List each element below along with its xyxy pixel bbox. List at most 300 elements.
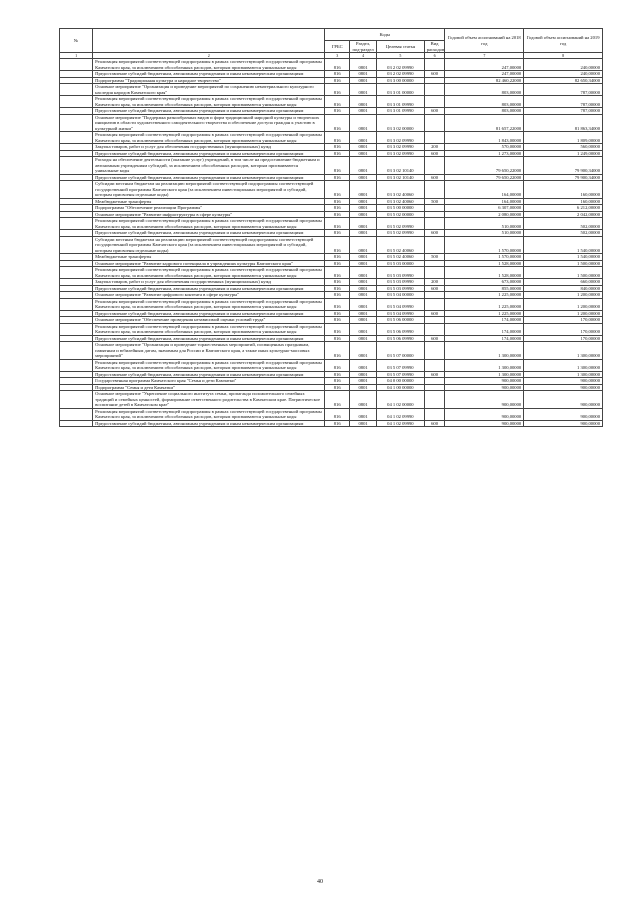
- amount-2019: 1 500,00000: [524, 260, 603, 267]
- table-row: [60, 132, 603, 144]
- num-cell: [60, 267, 93, 279]
- amount-2018: 6 307,00000: [445, 205, 524, 212]
- row-name: Предоставление субсидий бюджетным, автономным учреждениям и иным некоммерческим организациям: [93, 108, 325, 115]
- section-cell: 0801: [350, 335, 377, 342]
- grbs-cell: 816: [325, 108, 350, 115]
- row-name: Закупка товаров, работ и услуг для обеспечения государственных (муниципальных) нужд: [93, 144, 325, 151]
- amount-2018: 1 300,00000: [445, 371, 524, 378]
- row-name: Расходы на обеспечение деятельности (оказание услуг) учреждений, в том числе на предоставление бюджетным и автономным учреждениям субсидий, за исключением обособленных расходов, которым присваиваются уникальные коды: [93, 157, 325, 175]
- amount-2018: 79 650,22000: [445, 174, 524, 181]
- expense-cell: [424, 157, 445, 175]
- section-cell: 0801: [350, 260, 377, 267]
- expense-cell: [424, 84, 445, 96]
- section-cell: 0801: [350, 420, 377, 427]
- expense-cell: [424, 267, 445, 279]
- num-cell: [60, 132, 93, 144]
- table-row: [60, 342, 603, 360]
- table-row: [60, 359, 603, 371]
- target-cell: 03 5 06 00000: [377, 317, 425, 324]
- index-cell: 3: [325, 53, 350, 59]
- amount-2019: 170,00000: [524, 317, 603, 324]
- amount-2018: 1 570,00000: [445, 254, 524, 261]
- section-cell: 0801: [350, 317, 377, 324]
- target-cell: 03 3 01 09990: [377, 96, 425, 108]
- row-name: Предоставление субсидий бюджетным, автономным учреждениям и иным некоммерческим организациям: [93, 174, 325, 181]
- row-name: Реализация мероприятий соответствующей подпрограммы в рамках соответствующей государственной программы Камчатского края, за исключением обособленных расходов, которым присваиваются уникальные коды: [93, 59, 325, 71]
- grbs-cell: 816: [325, 157, 350, 175]
- expense-cell: 600: [424, 310, 445, 317]
- grbs-cell: 816: [325, 378, 350, 385]
- amount-2019: 787,00000: [524, 96, 603, 108]
- header-2019: Годовой объем ассигнований на 2019 год: [524, 29, 603, 53]
- grbs-cell: 816: [325, 84, 350, 96]
- amount-2018: 803,00000: [445, 84, 524, 96]
- expense-cell: [424, 132, 445, 144]
- table-row: [60, 267, 603, 279]
- section-cell: 0801: [350, 310, 377, 317]
- amount-2018: 803,00000: [445, 108, 524, 115]
- grbs-cell: 816: [325, 254, 350, 261]
- grbs-cell: 816: [325, 230, 350, 237]
- header-2018: Годовой объем ассигнований на 2018 год: [445, 29, 524, 53]
- target-cell: 03 5 02 40060: [377, 236, 425, 254]
- section-cell: 0801: [350, 285, 377, 292]
- num-cell: [60, 96, 93, 108]
- amount-2019: 79 900,34000: [524, 174, 603, 181]
- amount-2018: 164,00000: [445, 198, 524, 205]
- table-row: [60, 323, 603, 335]
- index-cell: 4: [350, 53, 377, 59]
- section-cell: 0801: [350, 157, 377, 175]
- target-cell: 03 5 03 09990: [377, 267, 425, 279]
- grbs-cell: 816: [325, 236, 350, 254]
- amount-2018: 247,00000: [445, 71, 524, 78]
- table-row: [60, 157, 603, 175]
- num-cell: [60, 114, 93, 132]
- target-cell: 03 3 02 10140: [377, 157, 425, 175]
- target-cell: 03 5 04 09990: [377, 298, 425, 310]
- section-cell: 0801: [350, 205, 377, 212]
- grbs-cell: 816: [325, 292, 350, 299]
- section-cell: 0801: [350, 174, 377, 181]
- amount-2019: 900,00000: [524, 408, 603, 420]
- num-cell: [60, 236, 93, 254]
- section-cell: 0801: [350, 84, 377, 96]
- target-cell: 03 3 02 00000: [377, 114, 425, 132]
- num-cell: [60, 359, 93, 371]
- row-name: Предоставление субсидий бюджетным, автономным учреждениям и иным некоммерческим организациям: [93, 71, 325, 78]
- grbs-cell: 816: [325, 59, 350, 71]
- row-name: Реализация мероприятий соответствующей подпрограммы в рамках соответствующей государственной программы Камчатского края, за исключением обособленных расходов, которым присваиваются уникальные коды: [93, 96, 325, 108]
- section-cell: 0801: [350, 59, 377, 71]
- section-cell: 0801: [350, 254, 377, 261]
- num-cell: [60, 323, 93, 335]
- amount-2018: 803,00000: [445, 96, 524, 108]
- page-number: 40: [317, 879, 323, 885]
- table-row: [60, 84, 603, 96]
- section-cell: 0801: [350, 114, 377, 132]
- amount-2018: 510,00000: [445, 218, 524, 230]
- table-row: [60, 420, 603, 427]
- row-name: Предоставление субсидий бюджетным, автономным учреждениям и иным некоммерческим организациям: [93, 230, 325, 237]
- expense-cell: 600: [424, 371, 445, 378]
- expense-cell: [424, 342, 445, 360]
- section-cell: 0801: [350, 378, 377, 385]
- target-cell: 03 3 02 09990: [377, 144, 425, 151]
- target-cell: 03 5 06 09990: [377, 323, 425, 335]
- amount-2019: 560,00000: [524, 144, 603, 151]
- row-name: Предоставление субсидий бюджетным, автономным учреждениям и иным некоммерческим организациям: [93, 420, 325, 427]
- row-name: Основное мероприятие "Организация и проведение мероприятий по сохранению нематериального культурного наследия народов Камчатского края": [93, 84, 325, 96]
- header-name: [93, 29, 325, 53]
- target-cell: 03 3 01 09990: [377, 108, 425, 115]
- target-cell: 04 1 02 09990: [377, 408, 425, 420]
- table-row: [60, 218, 603, 230]
- grbs-cell: 816: [325, 323, 350, 335]
- row-name: Основное мероприятие "Развитие кадрового потенциала в учреждениях культуры Камчатского края": [93, 260, 325, 267]
- grbs-cell: 816: [325, 267, 350, 279]
- grbs-cell: 816: [325, 317, 350, 324]
- row-name: Подпрограмма "Обеспечение реализации Программы": [93, 205, 325, 212]
- section-cell: 0801: [350, 279, 377, 286]
- row-name: Предоставление субсидий бюджетным, автономным учреждениям и иным некоммерческим организациям: [93, 285, 325, 292]
- expense-cell: 500: [424, 254, 445, 261]
- grbs-cell: 816: [325, 181, 350, 199]
- row-name: Реализация мероприятий соответствующей подпрограммы в рамках соответствующей государственной программы Камчатского края, за исключением обособленных расходов, которым присваиваются уникальные коды: [93, 132, 325, 144]
- grbs-cell: 816: [325, 260, 350, 267]
- amount-2018: 510,00000: [445, 230, 524, 237]
- table-row: [60, 96, 603, 108]
- row-name: Реализация мероприятий соответствующей подпрограммы в рамках соответствующей государственной программы Камчатского края, за исключением обособленных расходов, которым присваиваются уникальные коды: [93, 218, 325, 230]
- amount-2018: 1 225,00000: [445, 298, 524, 310]
- target-cell: 03 5 04 09990: [377, 310, 425, 317]
- section-cell: 0801: [350, 359, 377, 371]
- target-cell: 03 3 02 09990: [377, 132, 425, 144]
- amount-2018: 1 300,00000: [445, 359, 524, 371]
- amount-2019: 1 200,00000: [524, 298, 603, 310]
- target-cell: 03 5 07 09990: [377, 371, 425, 378]
- section-cell: 0801: [350, 150, 377, 157]
- grbs-cell: 816: [325, 371, 350, 378]
- amount-2019: 240,00000: [524, 71, 603, 78]
- grbs-cell: 816: [325, 408, 350, 420]
- grbs-cell: 816: [325, 174, 350, 181]
- amount-2019: 170,00000: [524, 323, 603, 335]
- row-name: Реализация мероприятий соответствующей подпрограммы в рамках соответствующей государственной программы Камчатского края, за исключением обособленных расходов, которым присваиваются уникальные коды: [93, 298, 325, 310]
- target-cell: 03 5 02 40060: [377, 254, 425, 261]
- expense-cell: 600: [424, 108, 445, 115]
- target-cell: 04 1 02 00000: [377, 391, 425, 409]
- section-cell: 0801: [350, 96, 377, 108]
- section-cell: 0801: [350, 211, 377, 218]
- section-cell: 0801: [350, 236, 377, 254]
- amount-2019: 1 200,00000: [524, 310, 603, 317]
- expense-cell: 200: [424, 279, 445, 286]
- grbs-cell: 816: [325, 279, 350, 286]
- amount-2019: 900,00000: [524, 391, 603, 409]
- grbs-cell: 816: [325, 310, 350, 317]
- index-cell: 5: [377, 53, 425, 59]
- target-cell: 03 5 04 00000: [377, 292, 425, 299]
- target-cell: 04 0 00 00000: [377, 378, 425, 385]
- row-name: Закупка товаров, работ и услуг для обеспечения государственных (муниципальных) нужд: [93, 279, 325, 286]
- target-cell: 03 3 02 09990: [377, 150, 425, 157]
- target-cell: 03 5 07 09990: [377, 359, 425, 371]
- amount-2019: 840,00000: [524, 285, 603, 292]
- header-grbs: ГРБС: [325, 41, 350, 53]
- expense-cell: [424, 298, 445, 310]
- section-cell: 0801: [350, 267, 377, 279]
- amount-2019: 79 900,34000: [524, 157, 603, 175]
- table-row: [60, 236, 603, 254]
- num-cell: [60, 342, 93, 360]
- section-cell: 0801: [350, 198, 377, 205]
- header-section: Раздел, под-раздел: [350, 41, 377, 53]
- grbs-cell: 816: [325, 384, 350, 391]
- grbs-cell: 816: [325, 71, 350, 78]
- row-name: Государственная программа Камчатского края "Семья и дети Камчатки": [93, 378, 325, 385]
- expense-cell: [424, 359, 445, 371]
- grbs-cell: 816: [325, 205, 350, 212]
- row-name: Основное мероприятие "Поддержка разнообразных видов и форм традиционной народной культуры и творческих инициатив в области художественного самодеятельного творчества и обеспечение доступа граждан к участию в культурной жизни": [93, 114, 325, 132]
- amount-2019: 502,00000: [524, 218, 603, 230]
- amount-2018: 900,00000: [445, 391, 524, 409]
- amount-2019: 1 300,00000: [524, 342, 603, 360]
- row-name: Предоставление субсидий бюджетным, автономным учреждениям и иным некоммерческим организациям: [93, 335, 325, 342]
- grbs-cell: 816: [325, 285, 350, 292]
- amount-2019: 900,00000: [524, 378, 603, 385]
- grbs-cell: 816: [325, 211, 350, 218]
- table-row: [60, 408, 603, 420]
- expense-cell: 500: [424, 198, 445, 205]
- index-cell: 1: [60, 53, 93, 59]
- expense-cell: 200: [424, 144, 445, 151]
- header-codes: Коды: [325, 29, 445, 41]
- section-cell: 0801: [350, 77, 377, 84]
- header-expense: Вид расходов: [424, 41, 445, 53]
- grbs-cell: 816: [325, 198, 350, 205]
- num-cell: [60, 408, 93, 420]
- amount-2019: 1 809,00000: [524, 132, 603, 144]
- num-cell: [60, 391, 93, 409]
- row-name: Предоставление субсидий бюджетным, автономным учреждениям и иным некоммерческим организациям: [93, 310, 325, 317]
- grbs-cell: 816: [325, 132, 350, 144]
- amount-2019: 82 650,34000: [524, 77, 603, 84]
- expense-cell: [424, 59, 445, 71]
- section-cell: 0801: [350, 144, 377, 151]
- section-cell: 0801: [350, 181, 377, 199]
- table-row: [60, 298, 603, 310]
- expense-cell: [424, 236, 445, 254]
- num-cell: [60, 157, 93, 175]
- section-cell: 0801: [350, 108, 377, 115]
- target-cell: 03 2 02 09990: [377, 71, 425, 78]
- amount-2019: 81 863,34000: [524, 114, 603, 132]
- index-cell: 8: [524, 53, 603, 59]
- amount-2018: 1 528,00000: [445, 267, 524, 279]
- expense-cell: [424, 218, 445, 230]
- amount-2018: 900,00000: [445, 408, 524, 420]
- row-name: Подпрограмма "Традиционная культура и народное творчество": [93, 77, 325, 84]
- grbs-cell: 816: [325, 391, 350, 409]
- grbs-cell: 816: [325, 96, 350, 108]
- amount-2019: 170,00000: [524, 335, 603, 342]
- target-cell: 03 2 02 09990: [377, 59, 425, 71]
- section-cell: 0801: [350, 292, 377, 299]
- amount-2018: 1 225,00000: [445, 292, 524, 299]
- expense-cell: [424, 323, 445, 335]
- grbs-cell: 816: [325, 359, 350, 371]
- num-cell: [60, 84, 93, 96]
- expense-cell: 600: [424, 285, 445, 292]
- row-name: Субсидии местным бюджетам на реализацию мероприятий соответствующей подпрограммы соответствующей государственной программы Камчатского края (за исключением инвестиционных мероприятий и субсидий, которым присвоены отдельные коды): [93, 181, 325, 199]
- amount-2018: 1 570,00000: [445, 236, 524, 254]
- target-cell: 03 3 02 40060: [377, 181, 425, 199]
- amount-2018: 1 300,00000: [445, 342, 524, 360]
- amount-2018: 82 460,22000: [445, 77, 524, 84]
- amount-2018: 1 528,00000: [445, 260, 524, 267]
- index-cell: 6: [424, 53, 445, 59]
- target-cell: 03 5 03 09990: [377, 279, 425, 286]
- grbs-cell: 816: [325, 218, 350, 230]
- expense-cell: 600: [424, 174, 445, 181]
- row-name: Реализация мероприятий соответствующей подпрограммы в рамках соответствующей государственной программы Камчатского края, за исключением обособленных расходов, которым присваиваются уникальные коды: [93, 408, 325, 420]
- table-row: [60, 181, 603, 199]
- row-name: Предоставление субсидий бюджетным, автономным учреждениям и иным некоммерческим организациям: [93, 150, 325, 157]
- amount-2019: 900,00000: [524, 384, 603, 391]
- expense-cell: 600: [424, 150, 445, 157]
- section-cell: 0801: [350, 408, 377, 420]
- section-cell: 0801: [350, 391, 377, 409]
- section-cell: 0801: [350, 298, 377, 310]
- target-cell: 03 5 02 00000: [377, 211, 425, 218]
- num-cell: [60, 298, 93, 310]
- amount-2018: 174,00000: [445, 317, 524, 324]
- section-cell: 0801: [350, 71, 377, 78]
- row-name: Межбюджетные трансферты: [93, 198, 325, 205]
- target-cell: 04 1 00 00000: [377, 384, 425, 391]
- amount-2019: 900,00000: [524, 420, 603, 427]
- row-name: Подпрограмма "Семья и дети Камчатки": [93, 384, 325, 391]
- section-cell: 0801: [350, 323, 377, 335]
- target-cell: 03 5 06 09990: [377, 335, 425, 342]
- amount-2019: 787,00000: [524, 84, 603, 96]
- target-cell: 03 5 03 09990: [377, 285, 425, 292]
- amount-2018: 673,00000: [445, 279, 524, 286]
- amount-2018: 1 843,00000: [445, 132, 524, 144]
- amount-2018: 174,00000: [445, 335, 524, 342]
- table-row: [60, 114, 603, 132]
- num-cell: [60, 59, 93, 71]
- row-name: Реализация мероприятий соответствующей подпрограммы в рамках соответствующей государственной программы Камчатского края, за исключением обособленных расходов, которым присваиваются уникальные коды: [93, 323, 325, 335]
- expense-cell: 600: [424, 420, 445, 427]
- row-name: Реализация мероприятий соответствующей подпрограммы в рамках соответствующей государственной программы Камчатского края, за исключением обособленных расходов, которым присваиваются уникальные коды: [93, 359, 325, 371]
- section-cell: 0801: [350, 230, 377, 237]
- amount-2019: 1 200,00000: [524, 292, 603, 299]
- section-cell: 0801: [350, 218, 377, 230]
- target-cell: 03 3 01 00000: [377, 84, 425, 96]
- target-cell: 03 3 02 40060: [377, 198, 425, 205]
- amount-2019: 502,00000: [524, 230, 603, 237]
- amount-2018: 570,00000: [445, 144, 524, 151]
- expense-cell: 600: [424, 71, 445, 78]
- index-cell: 2: [93, 53, 325, 59]
- section-cell: 0801: [350, 384, 377, 391]
- expense-cell: 600: [424, 230, 445, 237]
- amount-2018: 1 225,00000: [445, 310, 524, 317]
- amount-2018: 900,00000: [445, 384, 524, 391]
- expense-cell: [424, 181, 445, 199]
- num-cell: [60, 420, 93, 427]
- grbs-cell: 816: [325, 77, 350, 84]
- row-name: Основное мероприятие "Укрепление социального института семьи, пропаганда положительного семейных традиций и семейных ценностей, формирование ответственного родительства в Камчатском крае. Патриотическое воспитание детей в Камчатском крае": [93, 391, 325, 409]
- amount-2018: 174,00000: [445, 323, 524, 335]
- table-header: [60, 29, 603, 59]
- expense-cell: [424, 114, 445, 132]
- expense-cell: 600: [424, 335, 445, 342]
- grbs-cell: 816: [325, 298, 350, 310]
- amount-2018: 247,00000: [445, 59, 524, 71]
- target-cell: 03 5 00 00000: [377, 205, 425, 212]
- num-cell: [60, 181, 93, 199]
- section-cell: 0801: [350, 371, 377, 378]
- amount-2019: 160,00000: [524, 181, 603, 199]
- amount-2018: 2 080,00000: [445, 211, 524, 218]
- amount-2018: 900,00000: [445, 378, 524, 385]
- grbs-cell: 816: [325, 150, 350, 157]
- expense-cell: [424, 391, 445, 409]
- amount-2019: 1 540,00000: [524, 254, 603, 261]
- target-cell: 03 5 02 09990: [377, 230, 425, 237]
- row-name: Основное мероприятие "Организация и проведение торжественных мероприятий, посвященных праздникам, памятным и юбилейным датам, значимым для России и Камчатского края, а также иных культурно-массовых мероприятий": [93, 342, 325, 360]
- row-name: Субсидии местным бюджетам на реализацию мероприятий соответствующей подпрограммы соответствующей государственной программы Камчатского края (за исключением инвестиционных мероприятий и субсидий, которым присвоены отдельные коды): [93, 236, 325, 254]
- target-cell: 03 5 07 00000: [377, 342, 425, 360]
- grbs-cell: 816: [325, 335, 350, 342]
- amount-2019: 787,00000: [524, 108, 603, 115]
- section-cell: 0801: [350, 342, 377, 360]
- amount-2019: 6 212,00000: [524, 205, 603, 212]
- amount-2018: 81 657,22000: [445, 114, 524, 132]
- index-cell: 7: [445, 53, 524, 59]
- grbs-cell: 816: [325, 342, 350, 360]
- amount-2019: 1 300,00000: [524, 371, 603, 378]
- amount-2019: 1 500,00000: [524, 267, 603, 279]
- target-cell: 03 3 00 00000: [377, 77, 425, 84]
- target-cell: 03 5 03 00000: [377, 260, 425, 267]
- expense-cell: [424, 96, 445, 108]
- amount-2019: 1 300,00000: [524, 359, 603, 371]
- amount-2019: 1 249,00000: [524, 150, 603, 157]
- table-row: [60, 391, 603, 409]
- row-name: Основное мероприятие "Развитие цифрового контента в сфере культуры": [93, 292, 325, 299]
- target-cell: 03 5 02 09990: [377, 218, 425, 230]
- section-cell: 0801: [350, 132, 377, 144]
- amount-2019: 2 042,00000: [524, 211, 603, 218]
- row-name: Основное мероприятие "Обеспечение проведения независимой оценки условий труда": [93, 317, 325, 324]
- header-num: №: [60, 29, 93, 53]
- amount-2018: 855,00000: [445, 285, 524, 292]
- table-body: [60, 59, 603, 427]
- amount-2018: 900,00000: [445, 420, 524, 427]
- grbs-cell: 816: [325, 114, 350, 132]
- target-cell: 04 1 02 09990: [377, 420, 425, 427]
- num-cell: [60, 218, 93, 230]
- table-row: [60, 59, 603, 71]
- amount-2019: 160,00000: [524, 198, 603, 205]
- amount-2019: 1 540,00000: [524, 236, 603, 254]
- row-name: Основное мероприятие "Развитие инфраструктуры в сфере культуры": [93, 211, 325, 218]
- amount-2018: 79 650,22000: [445, 157, 524, 175]
